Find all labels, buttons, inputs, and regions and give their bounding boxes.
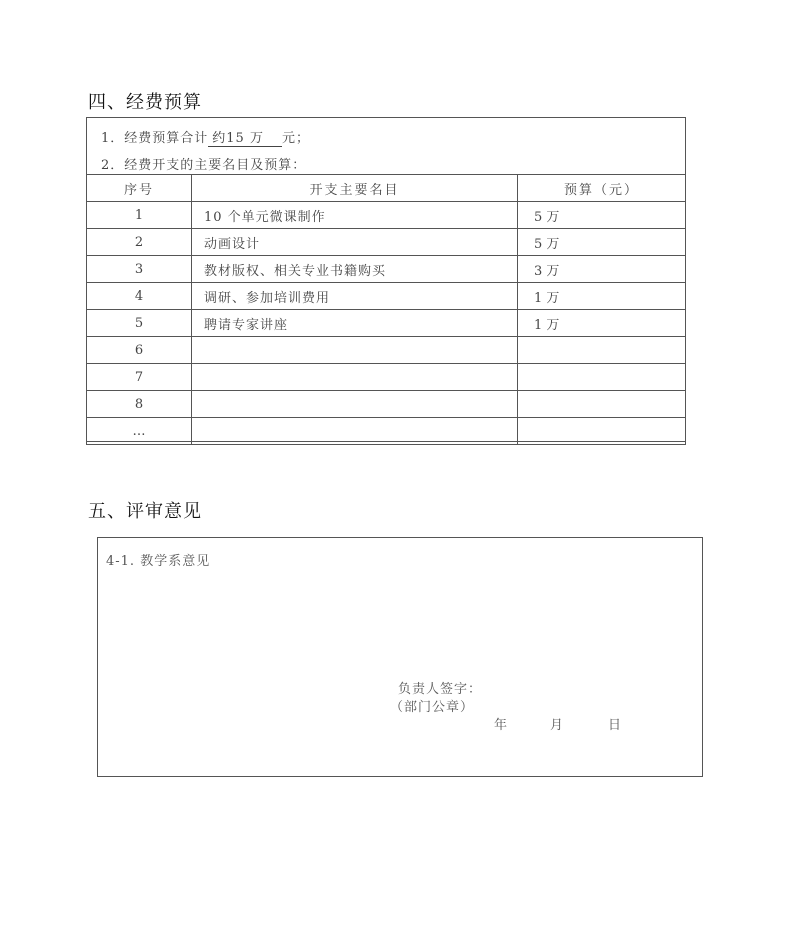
row-no: … xyxy=(87,418,192,445)
dept-opinion-label: 4-1. 教学系意见 xyxy=(106,554,211,569)
row-item: 聘请专家讲座 xyxy=(192,310,518,337)
row-item xyxy=(192,364,518,391)
row-no: 3 xyxy=(87,256,192,283)
row-item: 教材版权、相关专业书籍购买 xyxy=(192,256,518,283)
budget-total-suffix: 元； xyxy=(281,131,310,146)
table-row xyxy=(87,391,686,418)
row-item xyxy=(192,391,518,418)
row-budget xyxy=(518,364,686,391)
budget-total-value: 约15 万 xyxy=(208,127,282,147)
table-header-row xyxy=(87,175,686,202)
review-box xyxy=(97,537,703,777)
date-month-label: 月 xyxy=(550,718,564,733)
budget-total-line xyxy=(101,127,310,147)
row-budget xyxy=(518,391,686,418)
row-no: 4 xyxy=(87,283,192,310)
table-row xyxy=(87,310,686,337)
date-year-label: 年 xyxy=(494,718,508,733)
row-budget: 3 万 xyxy=(518,256,686,283)
row-no: 1 xyxy=(87,202,192,229)
header-item: 开支主要名目 xyxy=(192,175,518,202)
row-no: 5 xyxy=(87,310,192,337)
row-budget xyxy=(518,418,686,445)
row-budget: 1 万 xyxy=(518,310,686,337)
row-item: 动画设计 xyxy=(192,229,518,256)
stamp-label: （部门公章） xyxy=(390,700,475,715)
row-item xyxy=(192,337,518,364)
table-row xyxy=(87,418,686,445)
row-item: 调研、参加培训费用 xyxy=(192,283,518,310)
budget-table xyxy=(86,174,686,445)
section-title-review: 五、评审意见 xyxy=(88,501,202,522)
row-no: 8 xyxy=(87,391,192,418)
header-no: 序号 xyxy=(87,175,192,202)
date-day-label: 日 xyxy=(608,718,622,733)
row-no: 6 xyxy=(87,337,192,364)
row-no: 7 xyxy=(87,364,192,391)
row-item xyxy=(192,418,518,445)
table-row xyxy=(87,229,686,256)
row-no: 2 xyxy=(87,229,192,256)
budget-total-prefix: 1．经费预算合计 xyxy=(101,131,209,146)
section-title-budget: 四、经费预算 xyxy=(88,92,202,113)
row-budget: 1 万 xyxy=(518,283,686,310)
signer-label: 负责人签字： xyxy=(398,682,483,697)
table-row xyxy=(87,337,686,364)
table-row xyxy=(87,364,686,391)
row-budget: 5 万 xyxy=(518,202,686,229)
row-budget: 5 万 xyxy=(518,229,686,256)
budget-breakdown-label: 2．经费开支的主要名目及预算： xyxy=(101,158,307,173)
table-row xyxy=(87,202,686,229)
table-row xyxy=(87,256,686,283)
budget-box xyxy=(86,117,686,442)
header-budget: 预算（元） xyxy=(518,175,686,202)
row-budget xyxy=(518,337,686,364)
table-row xyxy=(87,283,686,310)
row-item: 10 个单元微课制作 xyxy=(192,202,518,229)
